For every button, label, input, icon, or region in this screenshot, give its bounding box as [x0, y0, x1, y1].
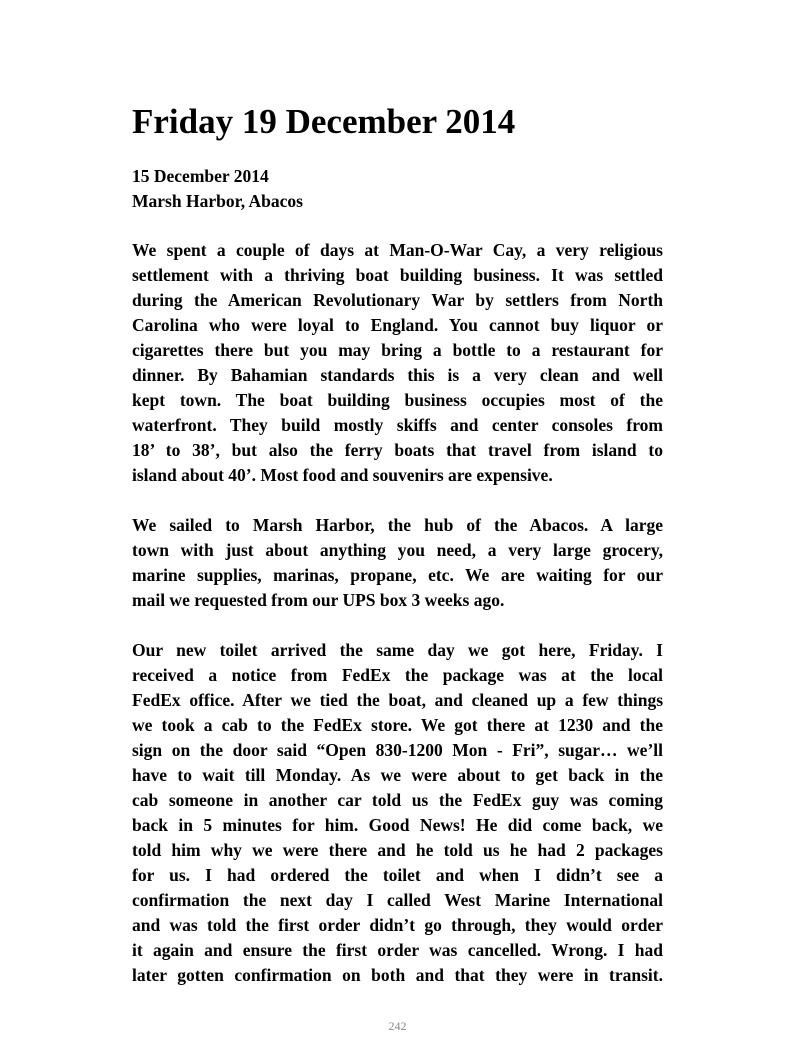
- text-line: received a notice from FedEx the package was at the local: [132, 665, 663, 685]
- text-line: kept town. The boat building business occupies most of the: [132, 390, 663, 410]
- text-line: told him why we were there and he told us he had 2 packages: [132, 840, 663, 860]
- text-line: mail we requested from our UPS box 3 weeks ago.: [132, 590, 505, 610]
- text-line: We sailed to Marsh Harbor, the hub of the Abacos. A large: [132, 515, 663, 535]
- text-line: We spent a couple of days at Man-O-War Cay, a very religious: [132, 240, 663, 260]
- text-line: for us. I had ordered the toilet and when I didn’t see a: [132, 865, 663, 885]
- entry-location: Marsh Harbor, Abacos: [132, 191, 303, 211]
- text-line: waterfront. They build mostly skiffs and center consoles from: [132, 415, 663, 435]
- text-line: Carolina who were loyal to England. You cannot buy liquor or: [132, 315, 663, 335]
- text-line: marine supplies, marinas, propane, etc. We are waiting for our: [132, 565, 663, 585]
- text-line: sign on the door said “Open 830-1200 Mon - Fri”, sugar… we’ll: [132, 740, 663, 760]
- paragraph-1: [132, 238, 663, 488]
- text-line: Our new toilet arrived the same day we got here, Friday. I: [132, 640, 663, 660]
- text-line: we took a cab to the FedEx store. We got there at 1230 and the: [132, 715, 663, 735]
- text-line: island about 40’. Most food and souvenirs are expensive.: [132, 465, 553, 485]
- text-line: during the American Revolutionary War by settlers from North: [132, 290, 663, 310]
- text-line: have to wait till Monday. As we were about to get back in the: [132, 765, 663, 785]
- text-line: later gotten confirmation on both and that they were in transit.: [132, 965, 663, 985]
- page-title: Friday 19 December 2014: [132, 102, 516, 141]
- text-line: cigarettes there but you may bring a bottle to a restaurant for: [132, 340, 663, 360]
- text-line: and was told the first order didn’t go through, they would order: [132, 915, 663, 935]
- text-line: 18’ to 38’, but also the ferry boats that travel from island to: [132, 440, 663, 460]
- text-line: FedEx office. After we tied the boat, and cleaned up a few things: [132, 690, 663, 710]
- text-line: cab someone in another car told us the FedEx guy was coming: [132, 790, 663, 810]
- paragraph-2: [132, 513, 663, 613]
- text-line: confirmation the next day I called West Marine International: [132, 890, 663, 910]
- text-line: back in 5 minutes for him. Good News! He did come back, we: [132, 815, 663, 835]
- page-number: 242: [388, 1019, 407, 1033]
- text-line: dinner. By Bahamian standards this is a very clean and well: [132, 365, 663, 385]
- text-line: settlement with a thriving boat building business. It was settled: [132, 265, 663, 285]
- text-line: town with just about anything you need, a very large grocery,: [132, 540, 663, 560]
- entry-date: 15 December 2014: [132, 166, 269, 186]
- text-line: it again and ensure the first order was cancelled. Wrong. I had: [132, 940, 663, 960]
- paragraph-3: [132, 638, 663, 988]
